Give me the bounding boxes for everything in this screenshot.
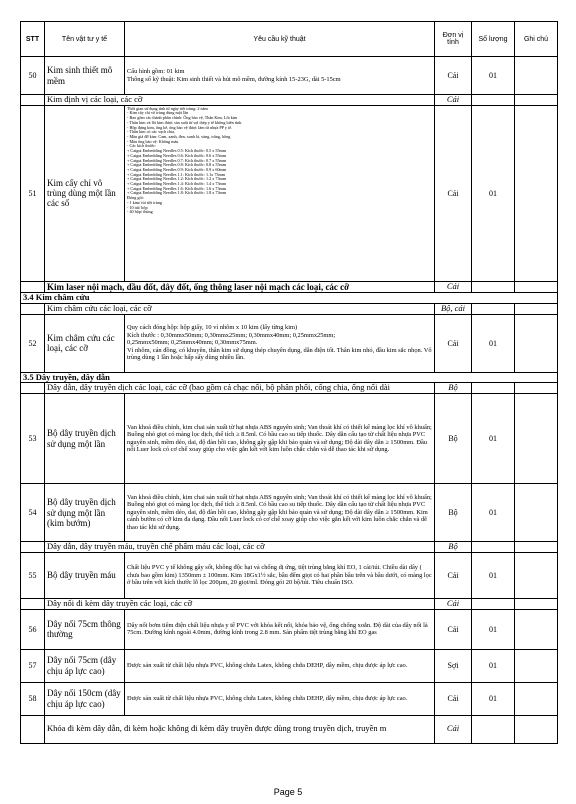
group-row [21, 542, 558, 553]
spec-line: + Catgut Embedding Needles 1.2: Kích thước: 1.2 x 73mm [127, 176, 227, 182]
row-note [515, 484, 558, 542]
table-row [21, 57, 558, 95]
row-stt: 56 [21, 609, 45, 649]
section-row [21, 293, 558, 304]
row-spec: Chất liệu PVC y tế không gây sốt, không độc hại và chống dị ứng, tiệt trùng bằng khí EO, 1 cái/túi. Chiều dài dây ( chưa bao gồm kim) 1350mm ± 100mm. Kim 18Gx1½ sắc, bầu đếm giọt có hai phần bầu trên và bầu dưới, có màng lọc ở bầu trên với kích thước lỗ lọc 200µm, 20 giọt/ml. Đóng gói 20 bộ/túi. Tiêu chuẩn ISO. [125, 552, 435, 598]
row-qty: 01 [472, 649, 515, 682]
row-note [515, 649, 558, 682]
row-note [515, 609, 558, 649]
spec-line: + Catgut Embedding Needles 1.6: Kích thước: 1.6 x 73mm [127, 185, 227, 191]
group-row [21, 383, 558, 394]
spec-line: - 1 kim/ túi tiệt trùng [127, 199, 163, 205]
group-label: Kim laser nội mạch, dầu đốt, dây đốt, ống thông laser nội mạch các loại, các cỡ [45, 281, 435, 292]
row-stt: 58 [21, 682, 45, 715]
row-spec [125, 314, 435, 372]
spec-line: Kích thước : 0,30mmx50mm; 0,30mmx25mm; 0,30mmx40mm; 0,25mmx25mm; [127, 331, 336, 339]
row-spec: Van khoá điều chỉnh, kim chai sản xuất từ hạt nhựa ABS nguyên sinh; Van thoát khí có thiết kế màng lọc khí vô khuẩn; Buồng nhỏ giọt có màng lọc dịch, thể tích ≥ 8.5ml. Có bầu cao su tiếp thuốc. Dây dẫn cấu tạo từ chất liệu nhựa PVC nguyên sinh, mềm dẻo, dai, độ đàn hồi cao, không gãy gập khi bảo quản và sử dụng; Độ dài dây dẫn ≥ 1500mm. Đầu nối Luer lock có cơ chế xoay giúp cho việc gắn kết với kim luồn chắc chắn và dễ thao tác khi sử dụng. [125, 394, 435, 484]
group-unit: Bộ [435, 383, 472, 394]
row-qty: 01 [472, 484, 515, 542]
group-row [21, 281, 558, 292]
row-name: Bộ dây truyền dịch sử dụng một lần (kim bướm) [45, 484, 125, 542]
row-name: Bộ dây truyền dịch sử dụng một lần [45, 394, 125, 484]
header-note: Ghi chú [515, 22, 558, 57]
spec-line: + Catgut Embedding Needles 1.8: Kích thước: 1.8 x 73mm [127, 190, 227, 196]
row-spec: Dây nối bơm tiêm điện chất liệu nhựa y tế PVC với khóa kết nối, khóa bảo vệ, ống chống xoắn. Độ dài của dây nối là 75cm. Đường kính ngoài 4.0mm, đường kính trong 2.8 mm. Sản phẩm tiệt trùng bằng khí EO gas [125, 609, 435, 649]
row-stt: 53 [21, 394, 45, 484]
header-stt: STT [21, 22, 45, 57]
row-unit: Cái [435, 682, 472, 715]
spec-line: + Catgut Embedding Needles 0.7: Kích thước: 0.7 x 55mm [127, 157, 227, 163]
group-label: Kim châm cứu các loại, các cỡ [45, 303, 435, 314]
row-note [515, 552, 558, 598]
row-qty: 01 [472, 314, 515, 372]
spec-line: - Bao gồm các thành phần chính: Ống bảo vệ, Thân Kim, Lõi kim [127, 115, 238, 121]
row-qty: 01 [472, 682, 515, 715]
row-stt: 55 [21, 552, 45, 598]
row-note [515, 682, 558, 715]
row-name: Kim châm cứu các loại, các cỡ [45, 314, 125, 372]
row-unit: Bộ [435, 484, 472, 542]
spec-line: - Màu giá đỡ kim: Cam, xanh, đen, xanh lá, vàng, trắng, hồng [127, 133, 231, 139]
row-qty: 01 [472, 394, 515, 484]
row-name: Dây nối 75cm thông thường [45, 609, 125, 649]
row-unit: Sợi [435, 649, 472, 682]
header-name: Tên vật tư y tế [45, 22, 125, 57]
spec-line: - 40 hộp/ thùng [127, 209, 153, 215]
row-unit: Cái [435, 105, 472, 281]
spec-line: - Thân kim có các vạch chia, [127, 129, 176, 135]
spec-line: 0,25mmx50mm; 0,25mmx40mm; 0,30mmx75mm. [127, 339, 258, 347]
row-qty: 01 [472, 105, 515, 281]
spec-line: + Catgut Embedding Needles 0.6: Kích thước: 0.6 x 55mm [127, 152, 227, 158]
header-qty: Số lượng [472, 22, 515, 57]
spec-line: - Các kích thước: [127, 143, 157, 149]
spec-line: Thông số kỹ thuật: Kim sinh thiết và hút mô mềm, đường kính 15-23G, dài 5-15cm [127, 75, 341, 83]
row-spec: Được sản xuất từ chất liệu nhựa PVC, không chứa Latex, không chứa DEHP, dây mềm, chịu được áp lực cao. [125, 649, 435, 682]
spec-line: + Catgut Embedding Needles 1.4: Kích thước: 1.4 x 73mm [127, 181, 227, 187]
row-qty: 01 [472, 552, 515, 598]
table-row [21, 682, 558, 715]
row-spec: Được sản xuất từ chất liệu nhựa PVC, không chứa Latex, không chứa DEHP, dây mềm, chịu được áp lực cao. [125, 682, 435, 715]
row-name: Kim sinh thiết mô mềm [45, 57, 125, 95]
spec-line: + Catgut Embedding Needles 0.8: Kích thước: 0.8 x 55mm [127, 162, 227, 168]
group-label: Khóa đi kèm dây dẫn, đi kèm hoặc không đi kèm dây truyền được dùng trong truyền dịch, truyền m [45, 715, 435, 743]
row-unit: Cái [435, 552, 472, 598]
header-unit: Đơn vị tính [435, 22, 472, 57]
spec-line: + Catgut Embedding Needles 1.1: Kích thước: 1.1x 73mm [127, 171, 226, 177]
row-stt: 52 [21, 314, 45, 372]
equipment-table [20, 21, 558, 744]
row-name: Kim cấy chỉ vô trùng dùng một lần các số [45, 105, 125, 281]
group-label: Dây nối đi kèm dây truyền các loại, các cỡ [45, 598, 435, 609]
group-unit: Cái [435, 281, 472, 292]
group-unit: Cái [435, 598, 472, 609]
group-unit: Bộ, cái [435, 303, 472, 314]
group-label: Dây dẫn, dây truyền dịch các loại, các cỡ (bao gồm cả chạc nối, bộ phân phối, cổng chia, ống nối dài [45, 383, 435, 394]
spec-line: - Kim cấy chỉ vô trùng dùng một lần [127, 110, 189, 116]
header-spec: Yêu cầu kỹ thuật [125, 22, 435, 57]
table-row [21, 484, 558, 542]
spec-line: Thời gian sử dụng tính từ ngày tiệt trùng: 2 năm [127, 105, 208, 111]
group-label: Kim định vị các loại, các cỡ [45, 95, 435, 106]
row-name: Dây nối 75cm (dây chịu áp lực cao) [45, 649, 125, 682]
spec-line: - 10 túi/ hộp [127, 204, 148, 210]
group-unit: Cái [435, 715, 472, 743]
section-title: 3.4 Kim châm cứu [21, 293, 558, 304]
table-row [21, 314, 558, 372]
row-spec: Van khoá điều chỉnh, kim chai sản xuất từ hạt nhựa ABS nguyên sinh; Van thoát khí có thiết kế màng lọc khí vô khuẩn; Buồng nhỏ giọt có màng lọc dịch, thể tích ≥ 8.5ml. Có bầu cao su tiếp thuốc. Dây dẫn cấu tạo từ chất liệu nhựa PVC nguyên sinh, mềm dẻo, dai, độ đàn hồi cao, không gãy gập khi bảo quản và sử dụng; Độ dài dây dẫn ≥ 1500mm. Kim cánh bướm có cỡ kim đa dạng. Đầu nối Luer lock có cơ chế xoay giúp cho việc gắn kết với kim luồn chắc chắn và dễ thao tác khi sử dụng. [125, 484, 435, 542]
table-row [21, 649, 558, 682]
group-row [21, 303, 558, 314]
row-stt: 57 [21, 649, 45, 682]
spec-line: + Catgut Embedding Needles 0.9: Kích thước: 0.9 x 60mm [127, 166, 227, 172]
table-row [21, 105, 558, 281]
spec-line: - Thân kim và lõi kim được sản xuất từ sợi thép y tế không biến tính. [127, 119, 243, 125]
group-unit: Cái [435, 95, 472, 106]
row-qty: 01 [472, 57, 515, 95]
group-row [21, 95, 558, 106]
row-unit: Cái [435, 57, 472, 95]
row-note [515, 314, 558, 372]
group-row [21, 598, 558, 609]
group-unit: Bộ [435, 542, 472, 553]
row-spec [125, 105, 435, 281]
spec-line: - Hộp đựng kim, ống kẽ, ống bảo vệ được làm từ nhựa PP y tế. [127, 124, 233, 130]
row-unit: Cái [435, 609, 472, 649]
table-header-row [21, 22, 558, 57]
table-row [21, 609, 558, 649]
row-stt: 54 [21, 484, 45, 542]
row-qty: 01 [472, 609, 515, 649]
section-title: 3.5 Dây truyền, dây dẫn [21, 372, 558, 383]
row-stt: 51 [21, 105, 45, 281]
row-name: Dây nối 150cm (dây chịu áp lực cao) [45, 682, 125, 715]
table-row [21, 394, 558, 484]
spec-line: Vỉ nhôm, cán đồng, có khuyên, thân kim sử dụng thép chuyên dụng, dẫn điện tốt. Thân kim nhỏ, đầu kim sắc nhọn. Vô trùng dùng 1 lần hoặc hấp sấy dùng nhiều lần. [127, 346, 432, 362]
spec-line: Cấu hình gồm: 01 kim [127, 67, 185, 75]
row-note [515, 57, 558, 95]
row-unit: Bộ [435, 394, 472, 484]
row-note [515, 105, 558, 281]
group-row [21, 715, 558, 743]
row-stt: 50 [21, 57, 45, 95]
page-number: Page 5 [273, 787, 303, 797]
table-row [21, 552, 558, 598]
spec-line: - Màu ống bảo vệ: Không màu [127, 138, 179, 144]
spec-line: + Catgut Embedding Needles 0.5: Kích thước: 0.5 x 55mm [127, 148, 227, 154]
row-note [515, 394, 558, 484]
row-name: Bộ dây truyền máu [45, 552, 125, 598]
section-row [21, 372, 558, 383]
row-spec [125, 57, 435, 95]
group-label: Dây dẫn, dây truyền máu, truyền chế phẩm máu các loại, các cỡ [45, 542, 435, 553]
spec-line: Đóng gói: [127, 195, 144, 201]
row-unit: Cái [435, 314, 472, 372]
spec-line: Quy cách đóng hộp: hộp giấy, 10 vỉ nhôm x 10 kim (lấy từng kim) [127, 324, 298, 332]
